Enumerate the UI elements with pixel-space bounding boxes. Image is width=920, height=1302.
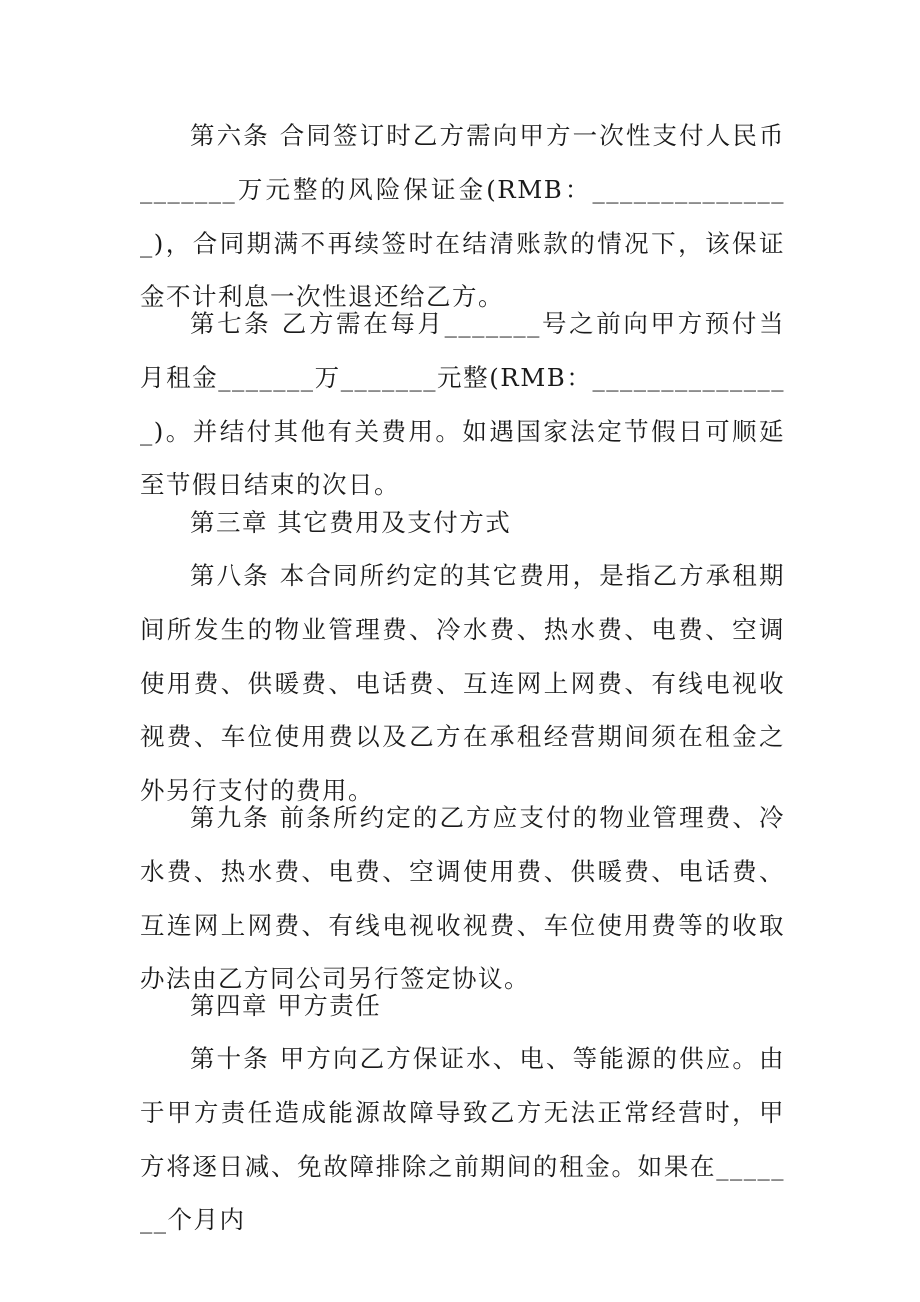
article-9-paragraph: 第九条 前条所约定的乙方应支付的物业管理费、冷水费、热水费、电费、空调使用费、供暖费、电话费、互连网上网费、有线电视收视费、车位使用费等的收取办法由乙方同公司另行签定协议。 xyxy=(140,803,785,994)
article-6-paragraph: 第六条 合同签订时乙方需向甲方一次性支付人民币_______万元整的风险保证金(RMB：_______________)，合同期满不再续签时在结清账款的情况下，该保证金不计利息一次性退还给乙方。 xyxy=(140,121,785,312)
article-10-paragraph: 第十条 甲方向乙方保证水、电、等能源的供应。由于甲方责任造成能源故障导致乙方无法正常经营时，甲方将逐日减、免故障排除之前期间的租金。如果在_______个月内 xyxy=(140,1044,785,1235)
article-8-paragraph: 第八条 本合同所约定的其它费用，是指乙方承租期间所发生的物业管理费、冷水费、热水费、电费、空调使用费、供暖费、电话费、互连网上网费、有线电视收视费、车位使用费以及乙方在承租经营期间须在租金之外另行支付的费用。 xyxy=(140,561,785,806)
article-7-paragraph: 第七条 乙方需在每月_______号之前向甲方预付当月租金_______万_______元整(RMB：_______________)。并结付其他有关费用。如遇国家法定节假日可顺延至节假日结束的次日。 xyxy=(140,309,785,500)
chapter-3-heading: 第三章 其它费用及支付方式 xyxy=(190,508,512,537)
chapter-4-heading: 第四章 甲方责任 xyxy=(190,991,382,1020)
